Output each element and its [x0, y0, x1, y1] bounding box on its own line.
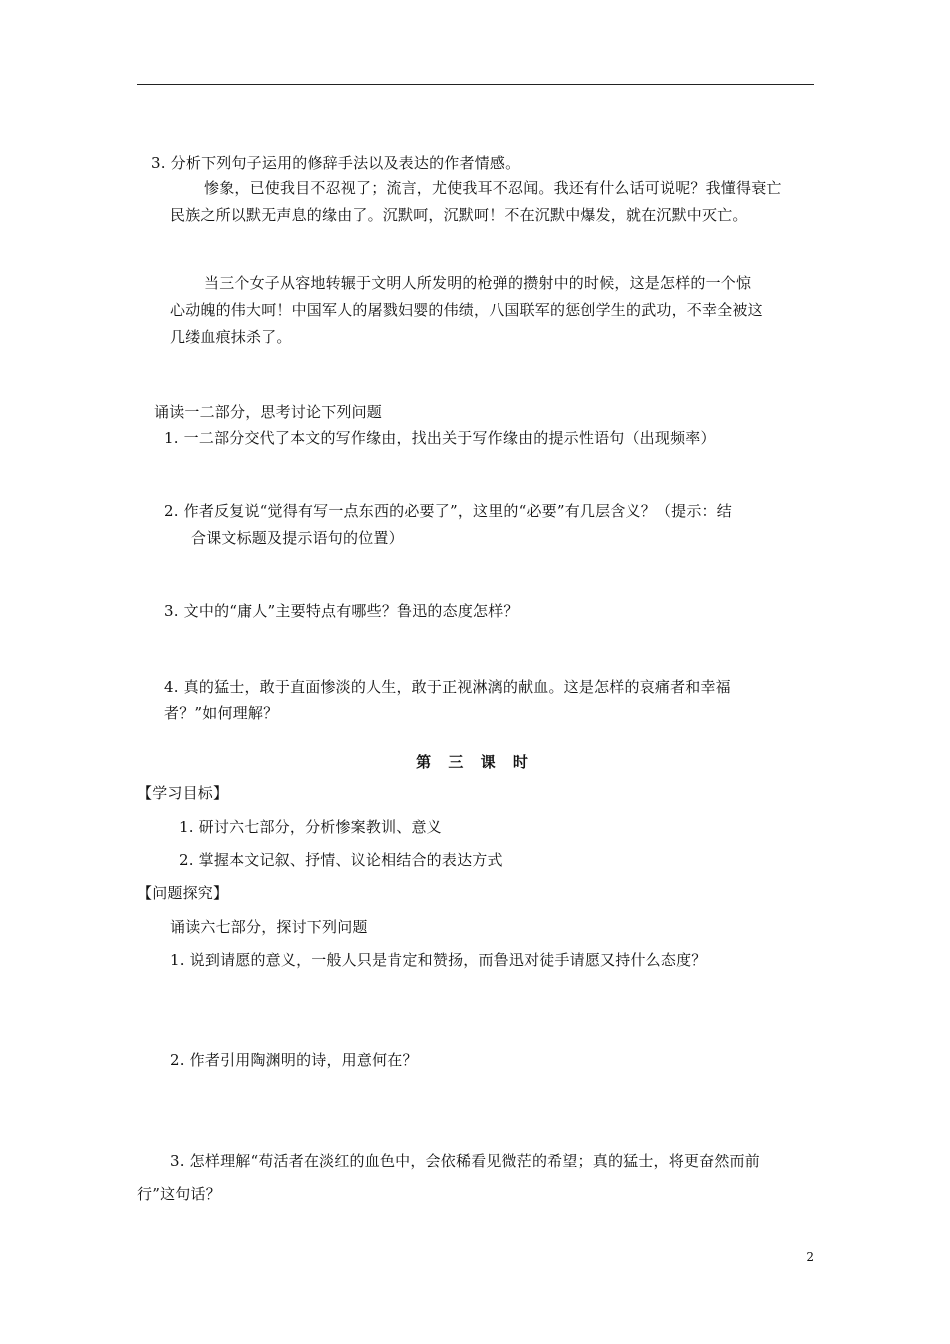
passage1-line1: 惨象，已使我目不忍视了；流言，尤使我耳不忍闻。我还有什么话可说呢？我懂得衰亡 [204, 179, 782, 197]
objective-2: 2. 掌握本文记叙、抒情、议论相结合的表达方式 [179, 851, 503, 869]
objectives-heading: 【学习目标】 [137, 784, 229, 802]
objective-1: 1. 研讨六七部分，分析惨案教训、意义 [179, 818, 442, 836]
reading-intro-part12: 诵读一二部分，思考讨论下列问题 [154, 403, 383, 421]
question-4-line2: 者？”如何理解？ [164, 704, 279, 722]
passage1-line2: 民族之所以默无声息的缘由了。沉默呵，沉默呵！不在沉默中爆发，就在沉默中灭亡。 [170, 206, 748, 224]
header-rule [137, 84, 814, 85]
inquiry-heading: 【问题探究】 [137, 884, 229, 902]
question-2-line1: 2. 作者反复说“觉得有写一点东西的必要了”，这里的“必要”有几层含义？（提示：结 [164, 502, 732, 520]
passage2-line3: 几缕血痕抹杀了。 [170, 328, 292, 346]
reading-intro-part67: 诵读六七部分，探讨下列问题 [170, 918, 368, 936]
lesson3-question-2: 2. 作者引用陶渊明的诗，用意何在？ [170, 1051, 418, 1069]
passage2-line2: 心动魄的伟大呵！中国军人的屠戮妇婴的伟绩，八国联军的惩创学生的武功，不幸全被这 [170, 301, 763, 319]
passage2-line1: 当三个女子从容地转辗于文明人所发明的枪弹的攒射中的时候，这是怎样的一个惊 [204, 274, 752, 292]
question-2-line2: 合课文标题及提示语句的位置） [191, 529, 404, 547]
rhetoric-question-prompt: 3. 分析下列句子运用的修辞手法以及表达的作者情感。 [151, 154, 521, 172]
page-number: 2 [806, 1250, 814, 1264]
question-4-line1: 4. 真的猛士，敢于直面惨淡的人生，敢于正视淋漓的献血。这是怎样的哀痛者和幸福 [164, 678, 731, 696]
lesson3-question-3-line1: 3. 怎样理解“苟活者在淡红的血色中，会依稀看见微茫的希望；真的猛士，将更奋然而前 [170, 1152, 760, 1170]
question-1: 1. 一二部分交代了本文的写作缘由，找出关于写作缘由的提示性语句（出现频率） [164, 429, 716, 447]
question-3: 3. 文中的“庸人”主要特点有哪些？鲁迅的态度怎样？ [164, 602, 519, 620]
lesson3-question-3-line2: 行”这句话？ [137, 1185, 221, 1203]
lesson3-question-1: 1. 说到请愿的意义，一般人只是肯定和赞扬，而鲁迅对徒手请愿又持什么态度？ [170, 951, 707, 969]
lesson3-title: 第 三 课 时 [416, 753, 534, 771]
